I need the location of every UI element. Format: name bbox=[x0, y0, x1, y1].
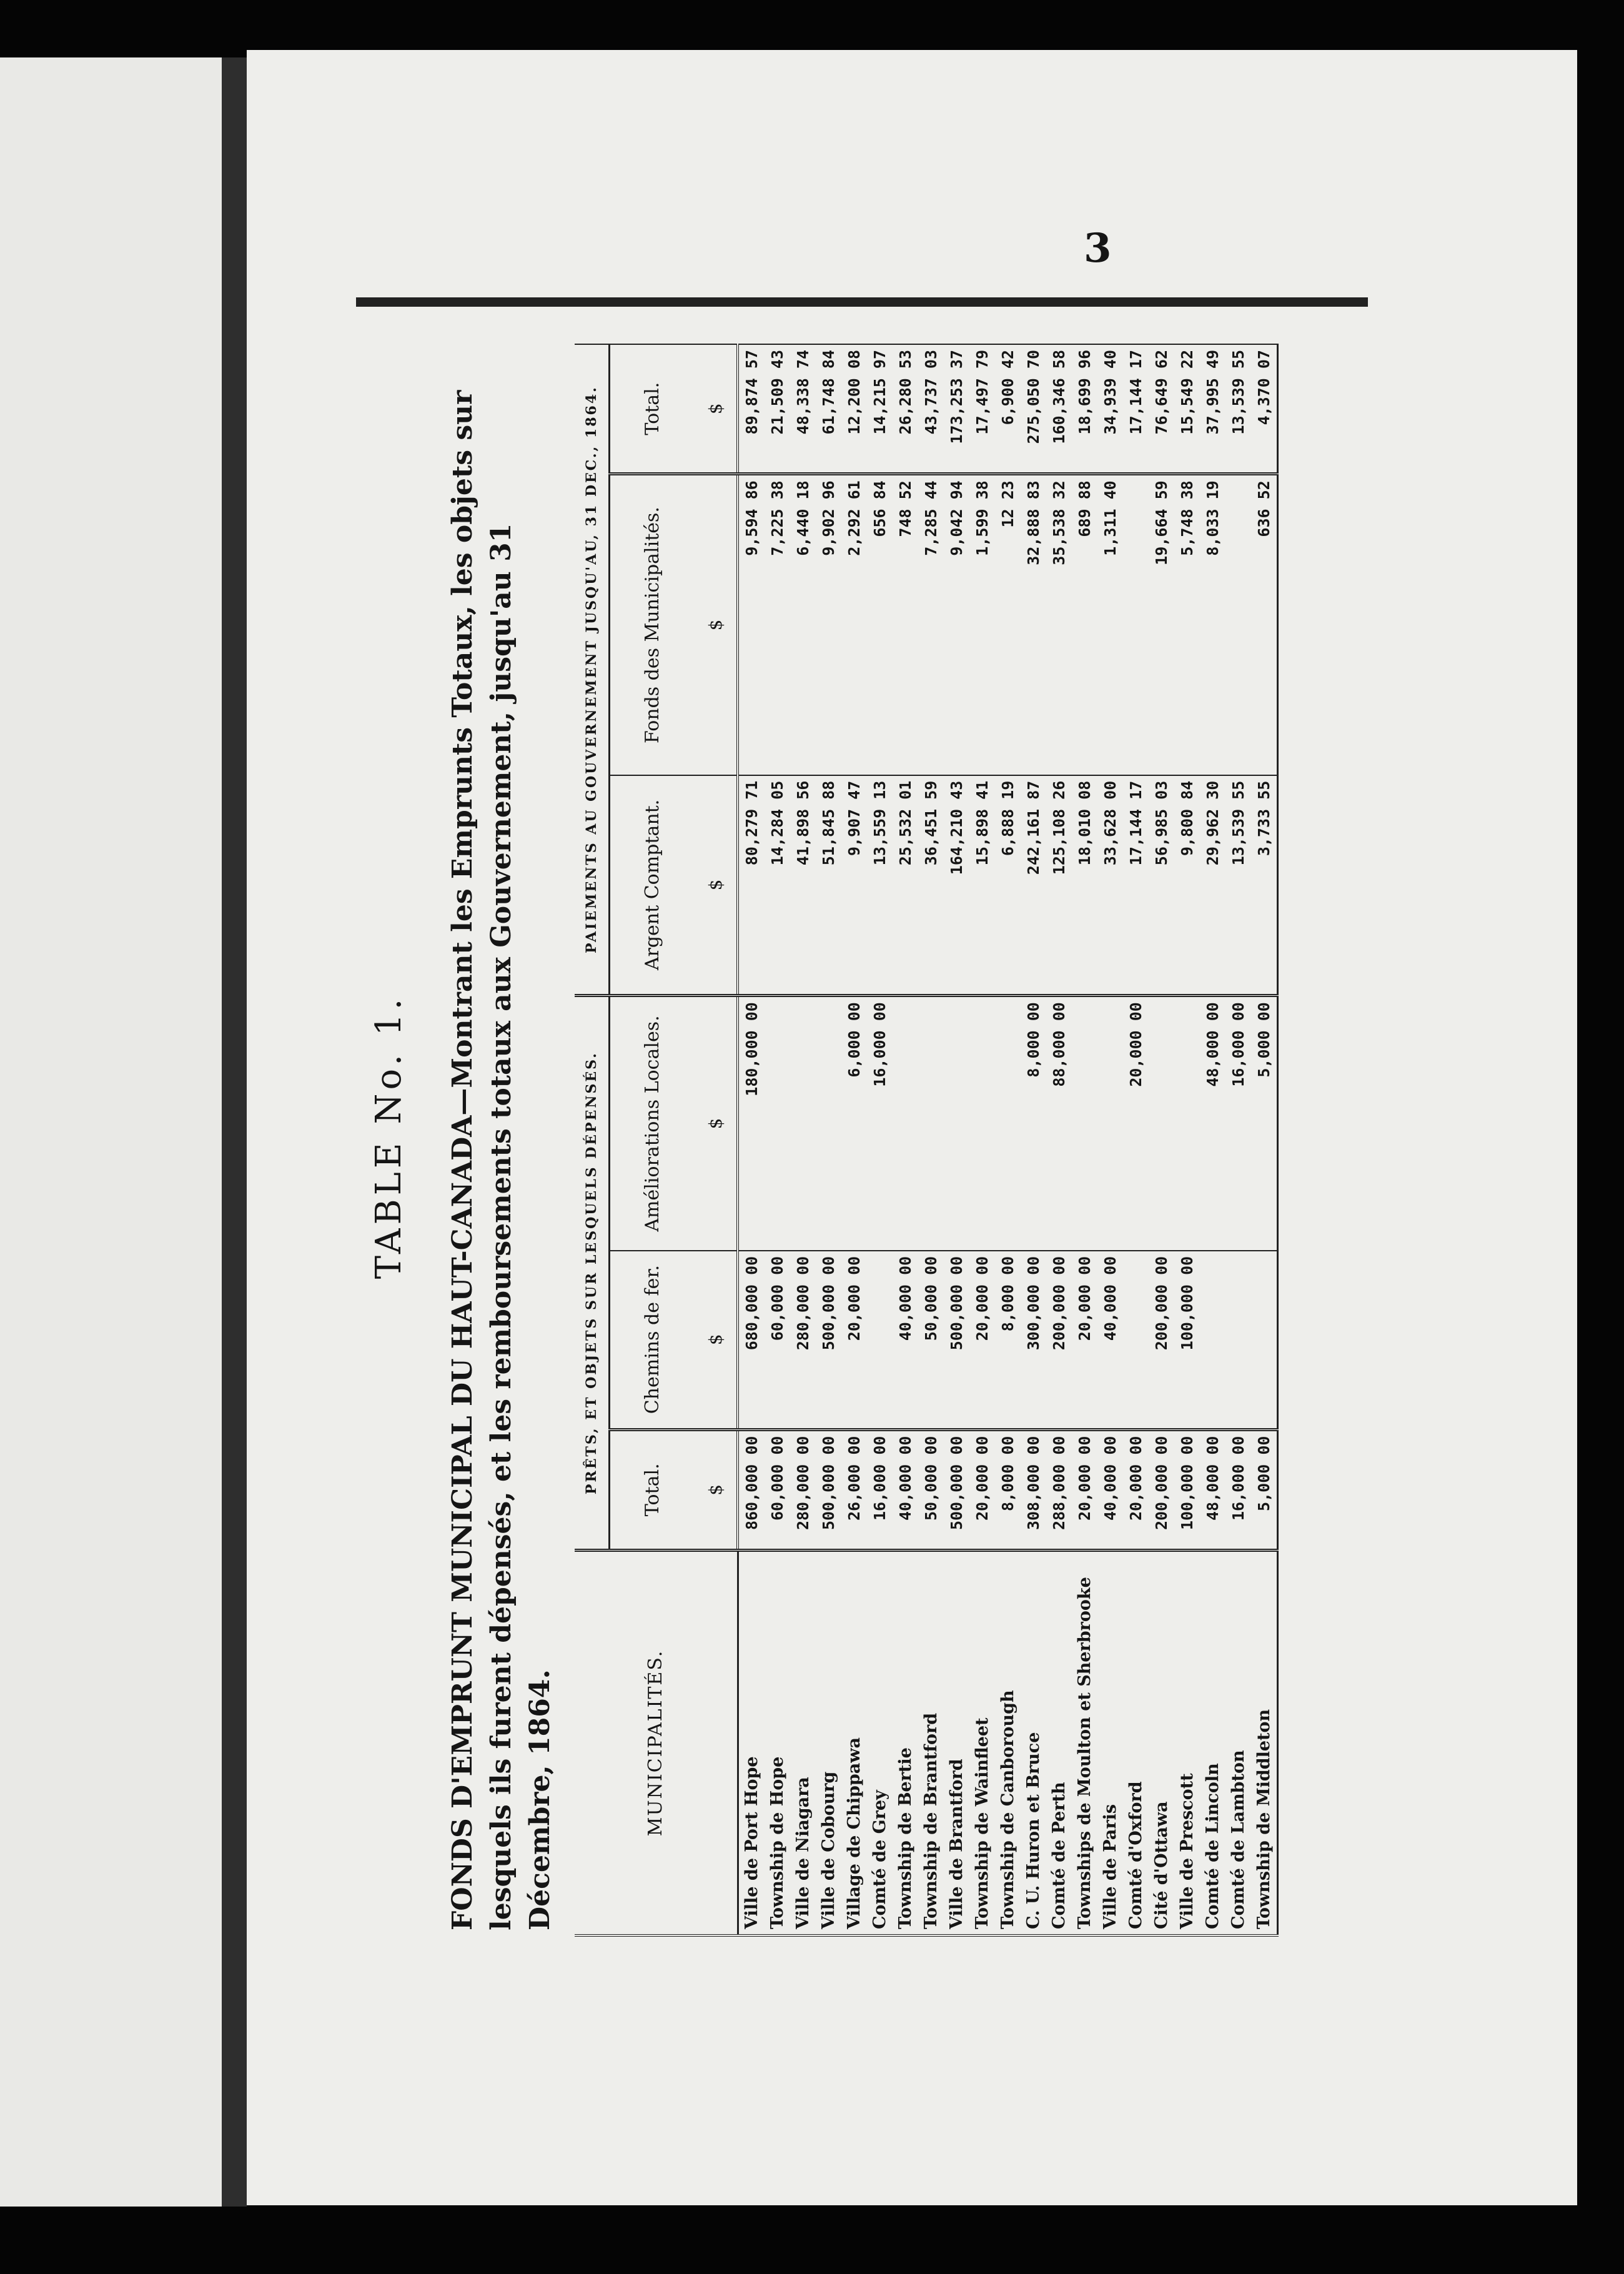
cell-fund: 12 23 bbox=[995, 474, 1021, 775]
cell-local bbox=[995, 996, 1021, 1251]
cell-fund bbox=[1123, 474, 1149, 775]
currency-symbol: $ bbox=[695, 775, 738, 996]
cell-cash: 125,108 26 bbox=[1046, 775, 1072, 996]
cell-total: 100,000 00 bbox=[1174, 1429, 1200, 1550]
table-row bbox=[1174, 344, 1200, 1935]
cell-paid: 17,497 79 bbox=[969, 344, 995, 474]
cell-paid: 26,280 53 bbox=[893, 344, 918, 474]
heading-rest: —Montrant les Emprunts Totaux, les objets sur lesquels ils furent dépensés, et les remboursements totaux aux Gouvernement, jusqu'au 31 Décembre, 1864. bbox=[447, 390, 556, 1930]
cell-rail bbox=[867, 1251, 893, 1429]
cell-name: Cité d'Ottawa bbox=[1149, 1551, 1174, 1936]
cell-fund: 19,664 59 bbox=[1149, 474, 1174, 775]
cell-name: Comté de Lambton bbox=[1225, 1551, 1251, 1936]
cell-paid: 160,346 58 bbox=[1046, 344, 1072, 474]
cell-rail: 40,000 00 bbox=[1097, 1251, 1123, 1429]
cell-paid: 61,748 84 bbox=[816, 344, 841, 474]
table-title: TABLE No. 1. bbox=[369, 995, 409, 1279]
cell-total: 200,000 00 bbox=[1149, 1429, 1174, 1550]
loans-group-header: PRÊTS, ET OBJETS SUR LESQUELS DÉPENSÉS. bbox=[575, 996, 610, 1551]
cell-name: Township de Hope bbox=[765, 1551, 790, 1936]
cell-total: 20,000 00 bbox=[1072, 1429, 1097, 1550]
cell-total: 8,000 00 bbox=[995, 1429, 1021, 1550]
cell-cash: 14,284 05 bbox=[765, 775, 790, 996]
cell-paid: 43,737 03 bbox=[918, 344, 944, 474]
cell-total: 860,000 00 bbox=[738, 1429, 765, 1550]
cell-name: Ville de Niagara bbox=[790, 1551, 816, 1936]
cell-local: 8,000 00 bbox=[1021, 996, 1046, 1251]
cell-cash: 164,210 43 bbox=[944, 775, 969, 996]
cell-fund: 689 88 bbox=[1072, 474, 1097, 775]
loan-fund-table bbox=[575, 344, 1279, 1937]
cell-cash: 33,628 00 bbox=[1097, 775, 1123, 996]
cell-total: 20,000 00 bbox=[969, 1429, 995, 1550]
cell-local: 20,000 00 bbox=[1123, 996, 1149, 1251]
cell-total: 20,000 00 bbox=[1123, 1429, 1149, 1550]
header-rule bbox=[356, 297, 1368, 307]
cell-fund: 32,888 83 bbox=[1021, 474, 1046, 775]
cell-fund: 748 52 bbox=[893, 474, 918, 775]
municipalities-header: MUNICIPALITÉS. bbox=[575, 1551, 738, 1936]
col-railways: Chemins de fer. bbox=[610, 1251, 696, 1429]
rotated-table-block bbox=[369, 325, 1305, 1949]
cell-name: Ville de Paris bbox=[1097, 1551, 1123, 1936]
cell-name: Comté d'Oxford bbox=[1123, 1551, 1149, 1936]
cell-local: 16,000 00 bbox=[867, 996, 893, 1251]
cell-rail: 200,000 00 bbox=[1149, 1251, 1174, 1429]
cell-rail: 20,000 00 bbox=[841, 1251, 867, 1429]
cell-name: Ville de Cobourg bbox=[816, 1551, 841, 1936]
cell-fund: 9,902 96 bbox=[816, 474, 841, 775]
table-row bbox=[816, 344, 841, 1935]
cell-cash: 80,279 71 bbox=[738, 775, 765, 996]
table-heading bbox=[443, 369, 560, 1930]
cell-name: Township de Brantford bbox=[918, 1551, 944, 1936]
cell-cash: 9,907 47 bbox=[841, 775, 867, 996]
table-row bbox=[1021, 344, 1046, 1935]
table-row bbox=[893, 344, 918, 1935]
col-cash: Argent Comptant. bbox=[610, 775, 696, 996]
cell-paid: 17,144 17 bbox=[1123, 344, 1149, 474]
payments-group-header: PAIEMENTS AU GOUVERNEMENT JUSQU'AU, 31 DEC., 1864. bbox=[575, 344, 610, 996]
cell-local bbox=[893, 996, 918, 1251]
cell-cash: 13,559 13 bbox=[867, 775, 893, 996]
cell-name: Township de Middleton bbox=[1251, 1551, 1278, 1936]
cell-cash: 25,532 01 bbox=[893, 775, 918, 996]
cell-fund: 9,594 86 bbox=[738, 474, 765, 775]
cell-total: 280,000 00 bbox=[790, 1429, 816, 1550]
table-row bbox=[738, 344, 765, 1935]
cell-local bbox=[816, 996, 841, 1251]
facing-page-edge bbox=[0, 57, 225, 2207]
cell-paid: 34,939 40 bbox=[1097, 344, 1123, 474]
cell-rail bbox=[1251, 1251, 1278, 1429]
cell-total: 40,000 00 bbox=[893, 1429, 918, 1550]
cell-name: Townships de Moulton et Sherbrooke bbox=[1072, 1551, 1097, 1936]
cell-fund: 5,748 38 bbox=[1174, 474, 1200, 775]
cell-name: Township de Canborough bbox=[995, 1551, 1021, 1936]
cell-local bbox=[918, 996, 944, 1251]
cell-local bbox=[1174, 996, 1200, 1251]
cell-rail bbox=[1123, 1251, 1149, 1429]
cell-total: 5,000 00 bbox=[1251, 1429, 1278, 1550]
cell-rail: 100,000 00 bbox=[1174, 1251, 1200, 1429]
cell-rail: 60,000 00 bbox=[765, 1251, 790, 1429]
cell-name: Ville de Brantford bbox=[944, 1551, 969, 1936]
cell-cash: 29,962 30 bbox=[1200, 775, 1225, 996]
table-row bbox=[1097, 344, 1123, 1935]
cell-rail: 300,000 00 bbox=[1021, 1251, 1046, 1429]
cell-total: 48,000 00 bbox=[1200, 1429, 1225, 1550]
table-row bbox=[1046, 344, 1072, 1935]
cell-name: Comté de Perth bbox=[1046, 1551, 1072, 1936]
cell-total: 500,000 00 bbox=[816, 1429, 841, 1550]
table-row bbox=[918, 344, 944, 1935]
cell-name: Comté de Lincoln bbox=[1200, 1551, 1225, 1936]
cell-fund: 656 84 bbox=[867, 474, 893, 775]
cell-cash: 3,733 55 bbox=[1251, 775, 1278, 996]
cell-rail: 280,000 00 bbox=[790, 1251, 816, 1429]
cell-paid: 275,050 70 bbox=[1021, 344, 1046, 474]
cell-total: 16,000 00 bbox=[1225, 1429, 1251, 1550]
cell-name: Ville de Prescott bbox=[1174, 1551, 1200, 1936]
cell-rail: 20,000 00 bbox=[969, 1251, 995, 1429]
cell-local: 48,000 00 bbox=[1200, 996, 1225, 1251]
cell-local bbox=[765, 996, 790, 1251]
cell-paid: 14,215 97 bbox=[867, 344, 893, 474]
table-row bbox=[841, 344, 867, 1935]
cell-paid: 48,338 74 bbox=[790, 344, 816, 474]
cell-paid: 173,253 37 bbox=[944, 344, 969, 474]
cell-name: Township de Wainfleet bbox=[969, 1551, 995, 1936]
table-row bbox=[765, 344, 790, 1935]
cell-local bbox=[790, 996, 816, 1251]
cell-rail: 680,000 00 bbox=[738, 1251, 765, 1429]
cell-rail: 8,000 00 bbox=[995, 1251, 1021, 1429]
cell-cash: 18,010 08 bbox=[1072, 775, 1097, 996]
cell-total: 26,000 00 bbox=[841, 1429, 867, 1550]
cell-fund: 7,285 44 bbox=[918, 474, 944, 775]
cell-local: 5,000 00 bbox=[1251, 996, 1278, 1251]
cell-paid: 21,509 43 bbox=[765, 344, 790, 474]
book-spine bbox=[222, 57, 247, 2207]
table-row bbox=[1225, 344, 1251, 1935]
cell-paid: 76,649 62 bbox=[1149, 344, 1174, 474]
cell-local: 88,000 00 bbox=[1046, 996, 1072, 1251]
cell-rail: 500,000 00 bbox=[944, 1251, 969, 1429]
cell-rail bbox=[1225, 1251, 1251, 1429]
table-row bbox=[969, 344, 995, 1935]
cell-total: 50,000 00 bbox=[918, 1429, 944, 1550]
cell-cash: 242,161 87 bbox=[1021, 775, 1046, 996]
cell-cash: 17,144 17 bbox=[1123, 775, 1149, 996]
cell-paid: 15,549 22 bbox=[1174, 344, 1200, 474]
currency-symbol: $ bbox=[695, 1251, 738, 1429]
cell-paid: 6,900 42 bbox=[995, 344, 1021, 474]
table-row bbox=[1149, 344, 1174, 1935]
cell-fund: 2,292 61 bbox=[841, 474, 867, 775]
currency-symbol: $ bbox=[695, 344, 738, 474]
cell-fund: 9,042 94 bbox=[944, 474, 969, 775]
cell-total: 40,000 00 bbox=[1097, 1429, 1123, 1550]
cell-cash: 6,888 19 bbox=[995, 775, 1021, 996]
col-paid-total: Total. bbox=[610, 344, 696, 474]
cell-paid: 37,995 49 bbox=[1200, 344, 1225, 474]
cell-rail: 40,000 00 bbox=[893, 1251, 918, 1429]
cell-local: 180,000 00 bbox=[738, 996, 765, 1251]
cell-fund: 35,538 32 bbox=[1046, 474, 1072, 775]
cell-paid: 4,370 07 bbox=[1251, 344, 1278, 474]
cell-rail bbox=[1200, 1251, 1225, 1429]
col-local-improvements: Améliorations Locales. bbox=[610, 996, 696, 1251]
cell-total: 288,000 00 bbox=[1046, 1429, 1072, 1550]
table-row bbox=[1251, 344, 1278, 1935]
cell-local bbox=[944, 996, 969, 1251]
cell-fund bbox=[1225, 474, 1251, 775]
cell-rail: 20,000 00 bbox=[1072, 1251, 1097, 1429]
cell-name: Comté de Grey bbox=[867, 1551, 893, 1936]
cell-local bbox=[1097, 996, 1123, 1251]
cell-total: 16,000 00 bbox=[867, 1429, 893, 1550]
cell-local bbox=[1072, 996, 1097, 1251]
cell-total: 500,000 00 bbox=[944, 1429, 969, 1550]
cell-total: 60,000 00 bbox=[765, 1429, 790, 1550]
cell-fund: 636 52 bbox=[1251, 474, 1278, 775]
cell-paid: 12,200 08 bbox=[841, 344, 867, 474]
heading-bold: FONDS D'EMPRUNT MUNICIPAL DU HAUT-CANADA bbox=[447, 1115, 478, 1930]
cell-rail: 200,000 00 bbox=[1046, 1251, 1072, 1429]
cell-name: C. U. Huron et Bruce bbox=[1021, 1551, 1046, 1936]
currency-symbol: $ bbox=[695, 474, 738, 775]
cell-cash: 13,539 55 bbox=[1225, 775, 1251, 996]
cell-paid: 89,874 57 bbox=[738, 344, 765, 474]
table-row bbox=[867, 344, 893, 1935]
cell-cash: 36,451 59 bbox=[918, 775, 944, 996]
cell-cash: 51,845 88 bbox=[816, 775, 841, 996]
cell-cash: 9,800 84 bbox=[1174, 775, 1200, 996]
cell-cash: 15,898 41 bbox=[969, 775, 995, 996]
cell-local: 6,000 00 bbox=[841, 996, 867, 1251]
cell-local bbox=[969, 996, 995, 1251]
table-row bbox=[944, 344, 969, 1935]
cell-cash: 41,898 56 bbox=[790, 775, 816, 996]
cell-fund: 1,311 40 bbox=[1097, 474, 1123, 775]
table-row bbox=[1072, 344, 1097, 1935]
cell-rail: 50,000 00 bbox=[918, 1251, 944, 1429]
cell-fund: 7,225 38 bbox=[765, 474, 790, 775]
currency-symbol: $ bbox=[695, 1429, 738, 1550]
col-loan-total: Total. bbox=[610, 1429, 696, 1550]
currency-symbol: $ bbox=[695, 996, 738, 1251]
cell-local bbox=[1149, 996, 1174, 1251]
cell-name: Ville de Port Hope bbox=[738, 1551, 765, 1936]
cell-name: Village de Chippawa bbox=[841, 1551, 867, 1936]
cell-fund: 6,440 18 bbox=[790, 474, 816, 775]
cell-fund: 1,599 38 bbox=[969, 474, 995, 775]
cell-local: 16,000 00 bbox=[1225, 996, 1251, 1251]
cell-paid: 18,699 96 bbox=[1072, 344, 1097, 474]
table-row bbox=[995, 344, 1021, 1935]
page-number: 3 bbox=[1084, 225, 1112, 272]
cell-rail: 500,000 00 bbox=[816, 1251, 841, 1429]
table-row bbox=[790, 344, 816, 1935]
cell-paid: 13,539 55 bbox=[1225, 344, 1251, 474]
table-row bbox=[1200, 344, 1225, 1935]
table-row bbox=[1123, 344, 1149, 1935]
cell-cash: 56,985 03 bbox=[1149, 775, 1174, 996]
cell-fund: 8,033 19 bbox=[1200, 474, 1225, 775]
cell-name: Township de Bertie bbox=[893, 1551, 918, 1936]
col-municipal-funds: Fonds des Municipalités. bbox=[610, 474, 696, 775]
cell-total: 308,000 00 bbox=[1021, 1429, 1046, 1550]
